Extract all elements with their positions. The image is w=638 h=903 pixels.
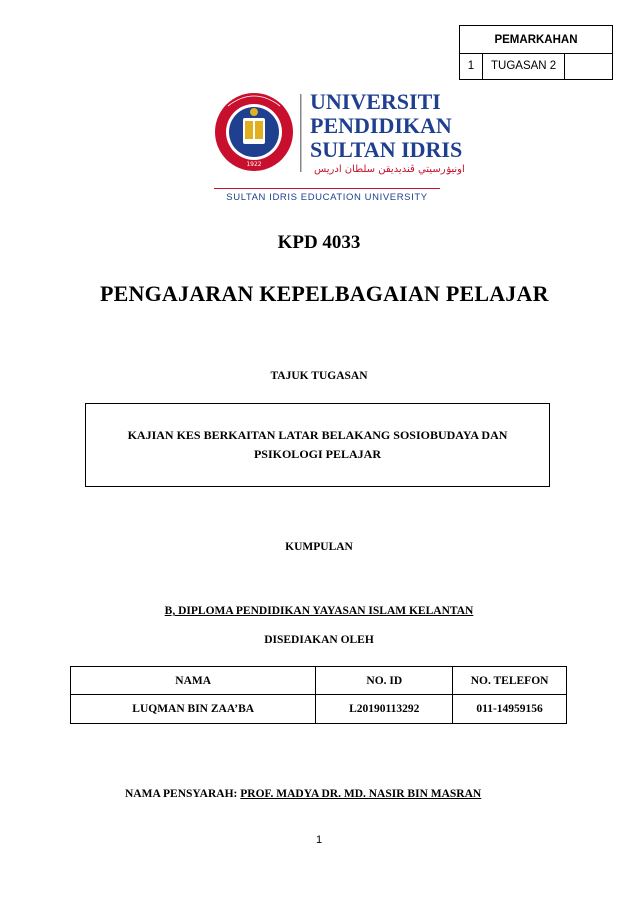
table-row bbox=[71, 695, 567, 724]
lecturer-name: PROF. MADYA DR. MD. NASIR BIN MASRAN bbox=[240, 788, 482, 800]
svg-text:1922: 1922 bbox=[246, 161, 262, 168]
group-label: KUMPULAN bbox=[285, 541, 353, 553]
students-table bbox=[70, 666, 567, 724]
university-logo bbox=[214, 88, 465, 206]
student-name: LUQMAN BIN ZAA’BA bbox=[71, 695, 316, 724]
marks-number: 1 bbox=[460, 53, 483, 79]
marks-score-cell bbox=[566, 53, 612, 79]
header-name: NAMA bbox=[71, 667, 316, 695]
topic-line-2: PSIKOLOGI PELAJAR bbox=[253, 447, 381, 461]
table-header-row bbox=[71, 667, 567, 695]
marks-assignment: TUGASAN 2 bbox=[483, 53, 565, 79]
lecturer-line bbox=[125, 788, 481, 800]
topic-line-1: KAJIAN KES BERKAITAN LATAR BELAKANG SOSIOBUDAYA DAN bbox=[127, 428, 508, 442]
page-number: 1 bbox=[315, 834, 323, 846]
marks-table bbox=[459, 25, 613, 80]
student-phone: 011-14959156 bbox=[453, 695, 567, 724]
marks-header: PEMARKAHAN bbox=[460, 26, 612, 54]
prepared-by-label: DISEDIAKAN OLEH bbox=[264, 634, 374, 646]
logo-arabic-text: اونيۏرسيتي ڤنديديقن سلطان ادريس bbox=[314, 164, 465, 175]
header-phone: NO. TELEFON bbox=[453, 667, 567, 695]
header-id: NO. ID bbox=[316, 667, 453, 695]
lecturer-label: NAMA PENSYARAH: bbox=[125, 788, 238, 800]
student-id: L20190113292 bbox=[316, 695, 453, 724]
logo-line-2: PENDIDIKAN bbox=[310, 113, 452, 138]
course-code: KPD 4033 bbox=[277, 232, 361, 253]
course-name: PENGAJARAN KEPELBAGAIAN PELAJAR bbox=[100, 281, 549, 306]
logo-line-3: SULTAN IDRIS bbox=[310, 137, 463, 162]
group-name: B, DIPLOMA PENDIDIKAN YAYASAN ISLAM KELANTAN bbox=[164, 605, 474, 617]
assignment-topic-box bbox=[85, 403, 550, 487]
assignment-title-label: TAJUK TUGASAN bbox=[270, 370, 368, 382]
logo-english-name: SULTAN IDRIS EDUCATION UNIVERSITY bbox=[226, 192, 428, 203]
logo-line-1: UNIVERSITI bbox=[310, 89, 441, 114]
group-line bbox=[0, 605, 638, 617]
